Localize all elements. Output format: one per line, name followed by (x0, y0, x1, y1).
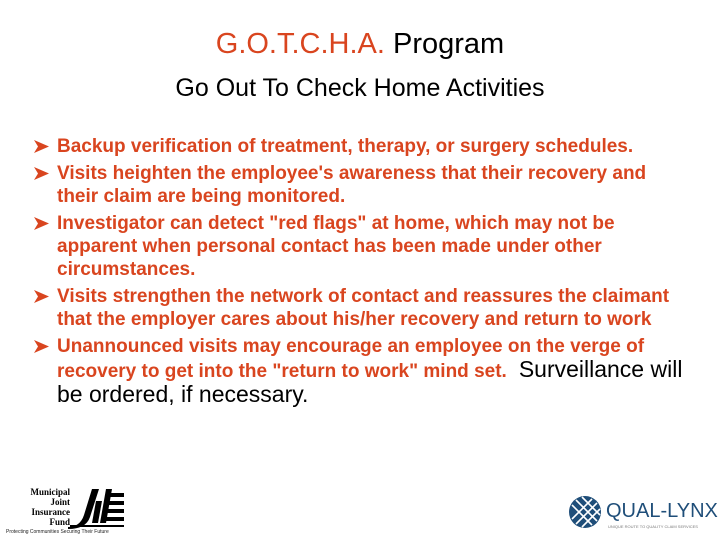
mjif-logo (2, 487, 152, 537)
qual-lynx-wordmark: QUAL-LYNX (606, 500, 718, 522)
arrow-bullet-icon (33, 166, 50, 181)
title-rest: Program (393, 28, 505, 60)
qual-lynx-tagline: UNIQUE ROUTE TO QUALITY CLAIM SERVICES (608, 524, 698, 529)
bullet-item: Unannounced visits may encourage an employee on the verge of recovery to get into the "return to work" mind set. Surveillance will be ordered, if necessary. (33, 335, 683, 408)
slide-title (0, 26, 720, 62)
jif-mark-icon (66, 487, 126, 529)
mjif-wordmark: Municipal Joint Insurance Fund (30, 487, 70, 527)
qual-lynx-logo (568, 492, 718, 532)
slide-subtitle: Go Out To Check Home Activities (175, 74, 545, 102)
mjif-tagline: Protecting Communities Securing Their Future (6, 529, 109, 535)
bullet-item: Backup verification of treatment, therapy, or surgery schedules. (33, 135, 683, 158)
bullet-item: Visits strengthen the network of contact and reassures the claimant that the employer cares about his/her recovery and return to work (33, 285, 683, 331)
surveillance-note: Surveillance will be ordered, if necessary. (57, 356, 683, 407)
title-acronym: G.O.T.C.H.A. (215, 28, 385, 60)
arrow-bullet-icon (33, 139, 50, 154)
globe-icon (568, 495, 602, 529)
bullet-item: Visits heighten the employee's awareness that their recovery and their claim are being monitored. (33, 162, 683, 208)
bullet-list (33, 135, 683, 408)
arrow-bullet-icon (33, 339, 50, 354)
arrow-bullet-icon (33, 216, 50, 231)
bullet-item: Investigator can detect "red flags" at home, which may not be apparent when personal contact has been made under other circumstances. (33, 212, 683, 281)
arrow-bullet-icon (33, 289, 50, 304)
